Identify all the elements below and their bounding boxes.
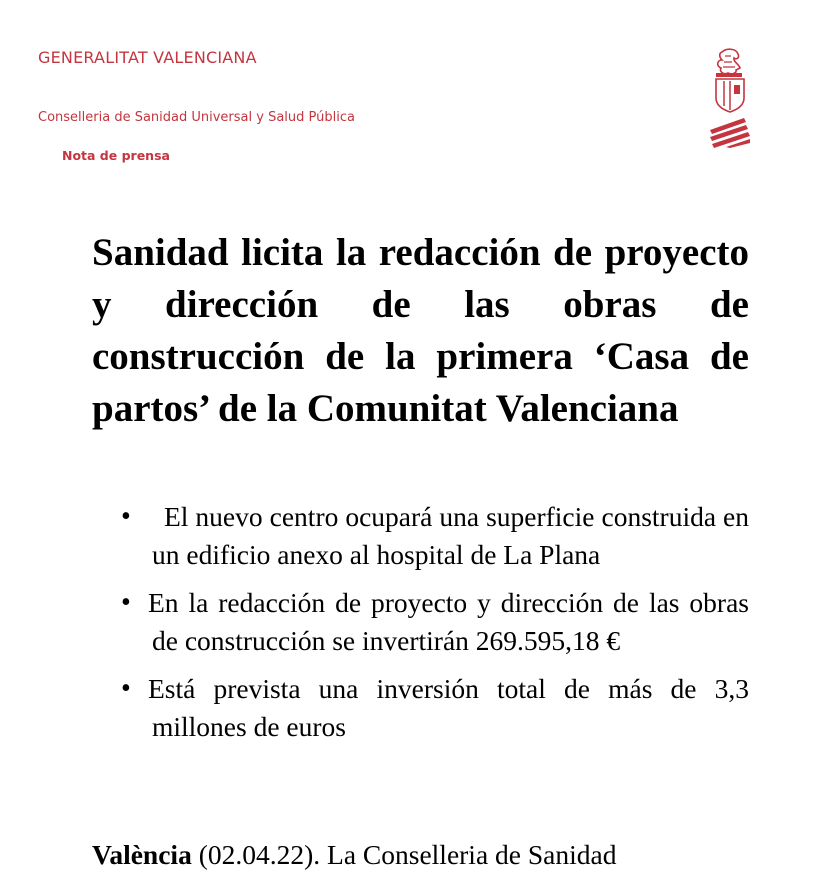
- letterhead: [0, 0, 828, 180]
- headline: Sanidad licita la redacción de proyecto y dirección de las obras de construcción de la primera ‘Casa de partos’ de la Comunitat Valenciana: [92, 231, 749, 430]
- lead-text: La Conselleria de Sanidad: [327, 839, 617, 870]
- bullet-icon: •: [121, 673, 131, 704]
- list-item: [0, 498, 828, 574]
- bullet-text: El nuevo centro ocupará una superficie construida en un edificio anexo al hospital de La Plana: [152, 501, 749, 570]
- dateline-date: (02.04.22).: [198, 839, 321, 870]
- list-item: [0, 584, 828, 660]
- list-item: [0, 670, 828, 746]
- bullet-icon: •: [121, 501, 131, 532]
- organization-name: GENERALITAT VALENCIANA: [38, 48, 257, 67]
- lead-paragraph: [92, 836, 749, 874]
- bullet-icon: •: [121, 587, 131, 618]
- bullet-text: Está prevista una inversión total de más de 3,3 millones de euros: [148, 673, 749, 742]
- document-type-label: Nota de prensa: [62, 148, 170, 163]
- coat-of-arms-icon: [706, 48, 754, 148]
- department-name: Conselleria de Sanidad Universal y Salud Pública: [38, 110, 355, 125]
- bullet-text: En la redacción de proyecto y dirección de las obras de construcción se invertirán 269.595,18 €: [148, 587, 749, 656]
- dateline-place: València: [92, 839, 192, 870]
- summary-bullets: [0, 498, 828, 746]
